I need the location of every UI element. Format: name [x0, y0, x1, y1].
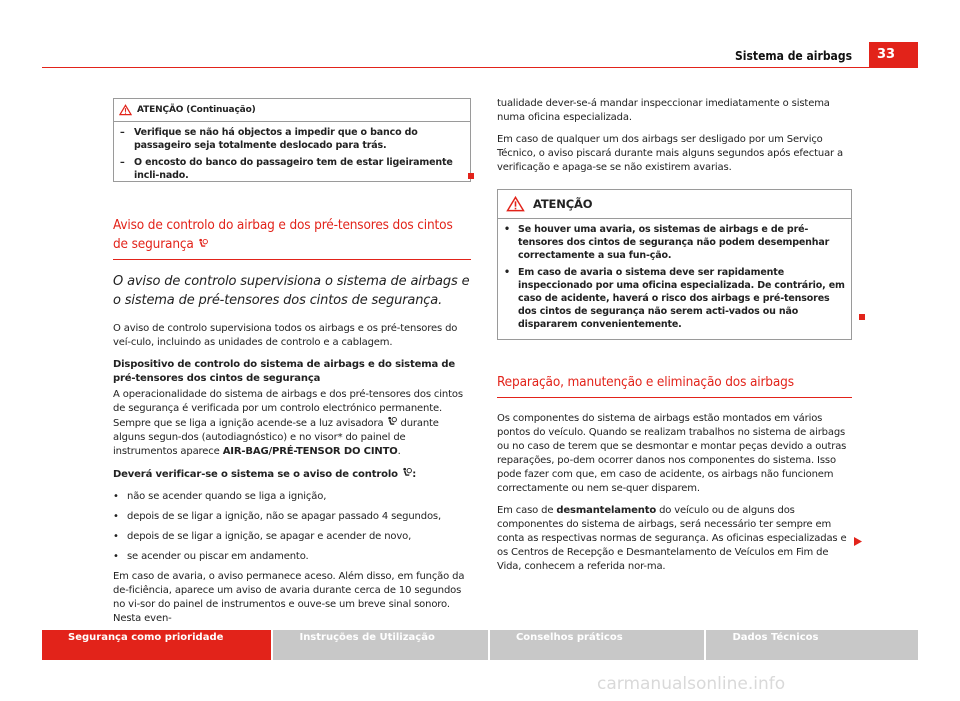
list-item: • não se acender quando se liga a ignição,	[113, 491, 327, 502]
question-line	[113, 467, 471, 482]
bold-term: desmantelamento	[556, 505, 657, 516]
list-item-text: se acender ou piscar em andamento.	[127, 551, 309, 562]
paragraph-end: .	[397, 446, 401, 457]
question-text: Deverá verificar-se o sistema se o aviso de controlo	[113, 469, 398, 480]
paragraph: Os componentes do sistema de airbags estão montados em vários pontos do veículo. Quando se realizam trabalhos no sistema de airbags ou no caso de terem que se desmontar e montar peças devido a outras reparações, po-dem ocorrer danos nos componentes do sistema. Isso pode fazer com que, em caso de acidente, os airbags não funcionem correctamente ou nem se-quer disparem.	[497, 413, 847, 494]
paragraph-text: do veículo ou de alguns dos componentes do sistema de airbags, será necessário ter sempre em conta as respectivas normas de segurança. As oficinas especializadas e os Centros de Recepção e Desmantelamento de Veículos em Fim de Vida, conhecem a referida nor-ma.	[497, 505, 847, 572]
list-item: • se acender ou piscar em andamento.	[113, 551, 309, 562]
airbag-warning-icon	[401, 467, 412, 478]
warning-box-body	[114, 122, 470, 190]
tab-dados-tecnicos[interactable]: Dados Técnicos	[706, 630, 918, 660]
tab-conselhos[interactable]: Conselhos práticos	[490, 630, 705, 660]
paragraph-text: A operacionalidade do sistema de airbags e dos pré-tensores dos cintos de segurança é verificada por um controlo electrónico permanente. Sempre que se liga a ignição acende-se a luz avisadora	[113, 389, 463, 429]
section-title-airbag-control	[113, 216, 471, 260]
left-column	[113, 98, 471, 634]
subheading: Dispositivo de controlo do sistema de airbags e do sistema de pré-tensores dos cintos de segurança	[113, 359, 456, 384]
display-message: AIR-BAG/PRÉ-TENSOR DO CINTO	[222, 446, 398, 457]
warning-item-text: Em caso de avaria o sistema deve ser rapidamente inspeccionado por uma oficina especializada. De contrário, em caso de acidente, haverá o risco dos airbags e pré-tensores dos cintos de segurança não serem acti-vados ou não dispararem convenientemente.	[518, 267, 845, 330]
list-item: • depois de se ligar a ignição, se apagar e acender de novo,	[113, 531, 412, 542]
section-end-marker	[859, 314, 865, 320]
paragraph	[497, 504, 852, 574]
header-rule	[42, 67, 918, 68]
footer-tabs	[42, 630, 918, 660]
warning-box-continued	[113, 98, 471, 182]
warning-item-text: Verifique se não há objectos a impedir que o banco do passageiro seja totalmente deslocado para trás.	[134, 127, 418, 151]
tab-seguranca[interactable]: Segurança como prioridade	[42, 630, 271, 660]
bullet-list	[113, 490, 471, 564]
airbag-warning-icon	[197, 238, 208, 249]
paragraph-text: durante alguns segun-dos (autodiagnóstico) e no visor* do painel de instrumentos aparece	[113, 418, 439, 457]
list-item-text: depois de se ligar a ignição, se apagar e acender de novo,	[127, 531, 412, 542]
paragraph-text: Em caso de	[497, 505, 554, 516]
section-lead: O aviso de controlo supervisiona o sistema de airbags e o sistema de pré-tensores dos cintos de segurança.	[113, 274, 470, 308]
warning-triangle-icon	[506, 196, 525, 212]
warning-item-text: Se houver uma avaria, os sistemas de airbags e de pré-tensores dos cintos de segurança não podem desempenhar correctamente a sua fun-ção.	[518, 224, 830, 261]
tab-instrucoes[interactable]: Instruções de Utilização	[273, 630, 488, 660]
list-item-text: não se acender quando se liga a ignição,	[127, 491, 327, 502]
page-header-title: Sistema de airbags	[735, 49, 852, 63]
warning-box-title: ATENÇÃO	[533, 197, 593, 211]
list-item-text: depois de se ligar a ignição, não se apagar passado 4 segundos,	[127, 511, 441, 522]
warning-box-title: ATENÇÃO (Continuação)	[137, 105, 256, 115]
paragraph: Em caso de avaria, o aviso permanece aceso. Além disso, em função da de-ficiência, aparece um aviso de avaria durante cerca de 10 segundos no vi-sor do painel de instrumentos e ouve-se um breve sinal sonoro. Nesta even-	[113, 571, 465, 624]
section-title-repair: Reparação, manutenção e eliminação dos airbags	[497, 373, 852, 398]
warning-item-text: O encosto do banco do passageiro tem de estar ligeiramente incli-nado.	[134, 157, 453, 181]
warning-box	[497, 189, 852, 340]
warning-item: • Se houver uma avaria, os sistemas de airbags e de pré-tensores dos cintos de segurança não podem desempenhar correctamente a sua fun-ção.	[504, 223, 845, 262]
continue-arrow-icon	[854, 537, 862, 546]
paragraph: tualidade dever-se-á mandar inspeccionar imediatamente o sistema numa oficina especializada.	[497, 98, 830, 123]
right-column	[497, 97, 852, 582]
warning-box-header	[114, 99, 470, 122]
airbag-warning-icon	[386, 416, 397, 427]
warning-item: – O encosto do banco do passageiro tem de estar ligeiramente incli-nado.	[120, 156, 464, 182]
warning-box-header	[498, 190, 851, 219]
paragraph: Em caso de qualquer um dos airbags ser desligado por um Serviço Técnico, o aviso piscará durante mais alguns segundos após efectuar a verificação e apaga-se se não existirem avarias.	[497, 134, 844, 173]
paragraph: O aviso de controlo supervisiona todos os airbags e os pré-tensores do veí-culo, incluindo as unidades de controlo e a cablagem.	[113, 323, 458, 348]
section-end-marker	[468, 173, 474, 179]
warning-item: • Em caso de avaria o sistema deve ser rapidamente inspeccionado por uma oficina especializada. De contrário, em caso de acidente, haverá o risco dos airbags e pré-tensores dos cintos de segurança não serem acti-vados ou não dispararem convenientemente.	[504, 267, 845, 330]
list-item: • depois de se ligar a ignição, não se apagar passado 4 segundos,	[113, 511, 441, 522]
page-number: 33	[869, 42, 918, 68]
warning-triangle-icon	[119, 104, 132, 116]
watermark: carmanualsonline.info	[597, 674, 786, 694]
question-end: :	[412, 469, 417, 480]
warning-box-body	[498, 219, 851, 339]
paragraph	[113, 388, 471, 459]
section-title-text: Aviso de controlo do airbag e dos pré-tensores dos cintos de segurança	[113, 217, 453, 252]
warning-item: – Verifique se não há objectos a impedir que o banco do passageiro seja totalmente deslocado para trás.	[120, 126, 464, 152]
